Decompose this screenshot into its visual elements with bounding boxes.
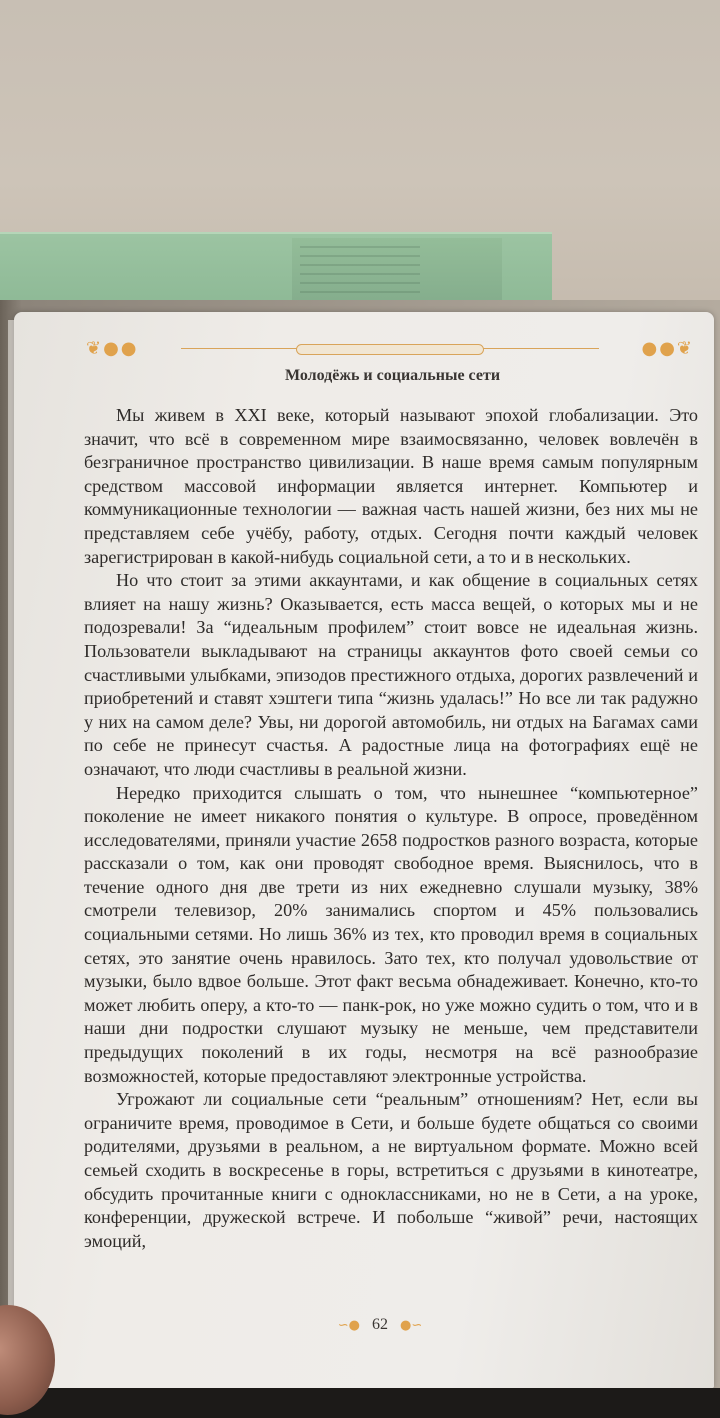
bottom-shadow bbox=[0, 1388, 720, 1418]
ornament-bar bbox=[296, 344, 484, 355]
header-ornament bbox=[86, 338, 694, 360]
footer-swirl-left-icon: ∽● bbox=[337, 1318, 360, 1333]
paragraph-1: Мы живем в XXI веке, который называют эпохой глобализации. Это значит, что всё в современном мире взаимосвязанно, человек вовлечён в безграничное пространство цивилизации. В наше время самым популярным средством массовой информации является интернет. Компьютер и коммуникационные технологии — важная часть нашей жизни, без них мы не представляем себе учёбу, работу, отдых. Сегодня почти каждый человек зарегистрирован в какой-нибудь социальной сети, а то и в нескольких. bbox=[84, 405, 698, 567]
footer-swirl-right-icon: ●∽ bbox=[400, 1318, 423, 1333]
paragraph-2: Но что стоит за этими аккаунтами, и как общение в социальных сетях влияет на нашу жизнь? Оказывается, есть масса вещей, о которых мы и не подозревали! За “идеальным профилем” стоит вовсе не идеальная жизнь. Пользователи выкладывают на страницы аккаунтов фото своей семьи со счастливыми улыбками, эпизодов престижного отдыха, дорогих развлечений и приобретений и ставят хэштеги типа “жизнь удалась!” Но все ли так радужно у них на самом деле? Увы, ни дорогой автомобиль, ни отдых на Багамах сами по себе не принесут счастья. А радостные лица на фотографиях ещё не означают, что люди счастливы в реальной жизни. bbox=[84, 570, 698, 779]
paragraph-4: Угрожают ли социальные сети “реальным” отношениям? Нет, если вы ограничите время, проводимое в Сети, и больше будете общаться со своими родителями, друзьями в реальном, а не виртуальном формате. Можно всей семьей сходить в воскресенье в горы, встретиться с друзьями в кинотеатре, обсудить прочитанные книги с одноклассниками, но не в Сети, а на уроке, конференции, дружеской встрече. И побольше “живой” речи, настоящих эмоций, bbox=[84, 1089, 698, 1251]
page-body bbox=[84, 404, 698, 1253]
ornament-right-icon: ●●❦ bbox=[641, 338, 694, 359]
paragraph-3: Нередко приходится слышать о том, что нынешнее “компьютерное” поколение не имеет никакого понятия о культуре. В опросе, проведённом исследователями, приняли участие 2658 подростков разного возраста, которые рассказали о том, как они проводят свободное время. Выяснилось, что в течение одного дня две трети из них ежедневно слушали музыку, 38% смотрели телевизор, 20% занимались спортом и 45% пользовались социальными сетями. Но лишь 36% из тех, кто проводил время в социальных сетях, это занятие очень нравилось. Зато тех, кто получал удовольствие от музыки, было вдвое больше. Этот факт весьма обнадеживает. Конечно, кто-то может любить оперу, а кто-то — панк-рок, но уже можно судить о том, что и в наши дни подростки слушают музыку не меньше, чем представители предыдущих поколений в их годы, несмотря на всё разнообразие возможностей, которые предоставляют электронные устройства. bbox=[84, 782, 698, 1086]
page-title: Молодёжь и социальные сети bbox=[284, 367, 501, 384]
ornament-left-icon: ❦●● bbox=[86, 338, 139, 359]
page-footer bbox=[300, 1316, 460, 1338]
page-number: 62 bbox=[372, 1316, 388, 1333]
